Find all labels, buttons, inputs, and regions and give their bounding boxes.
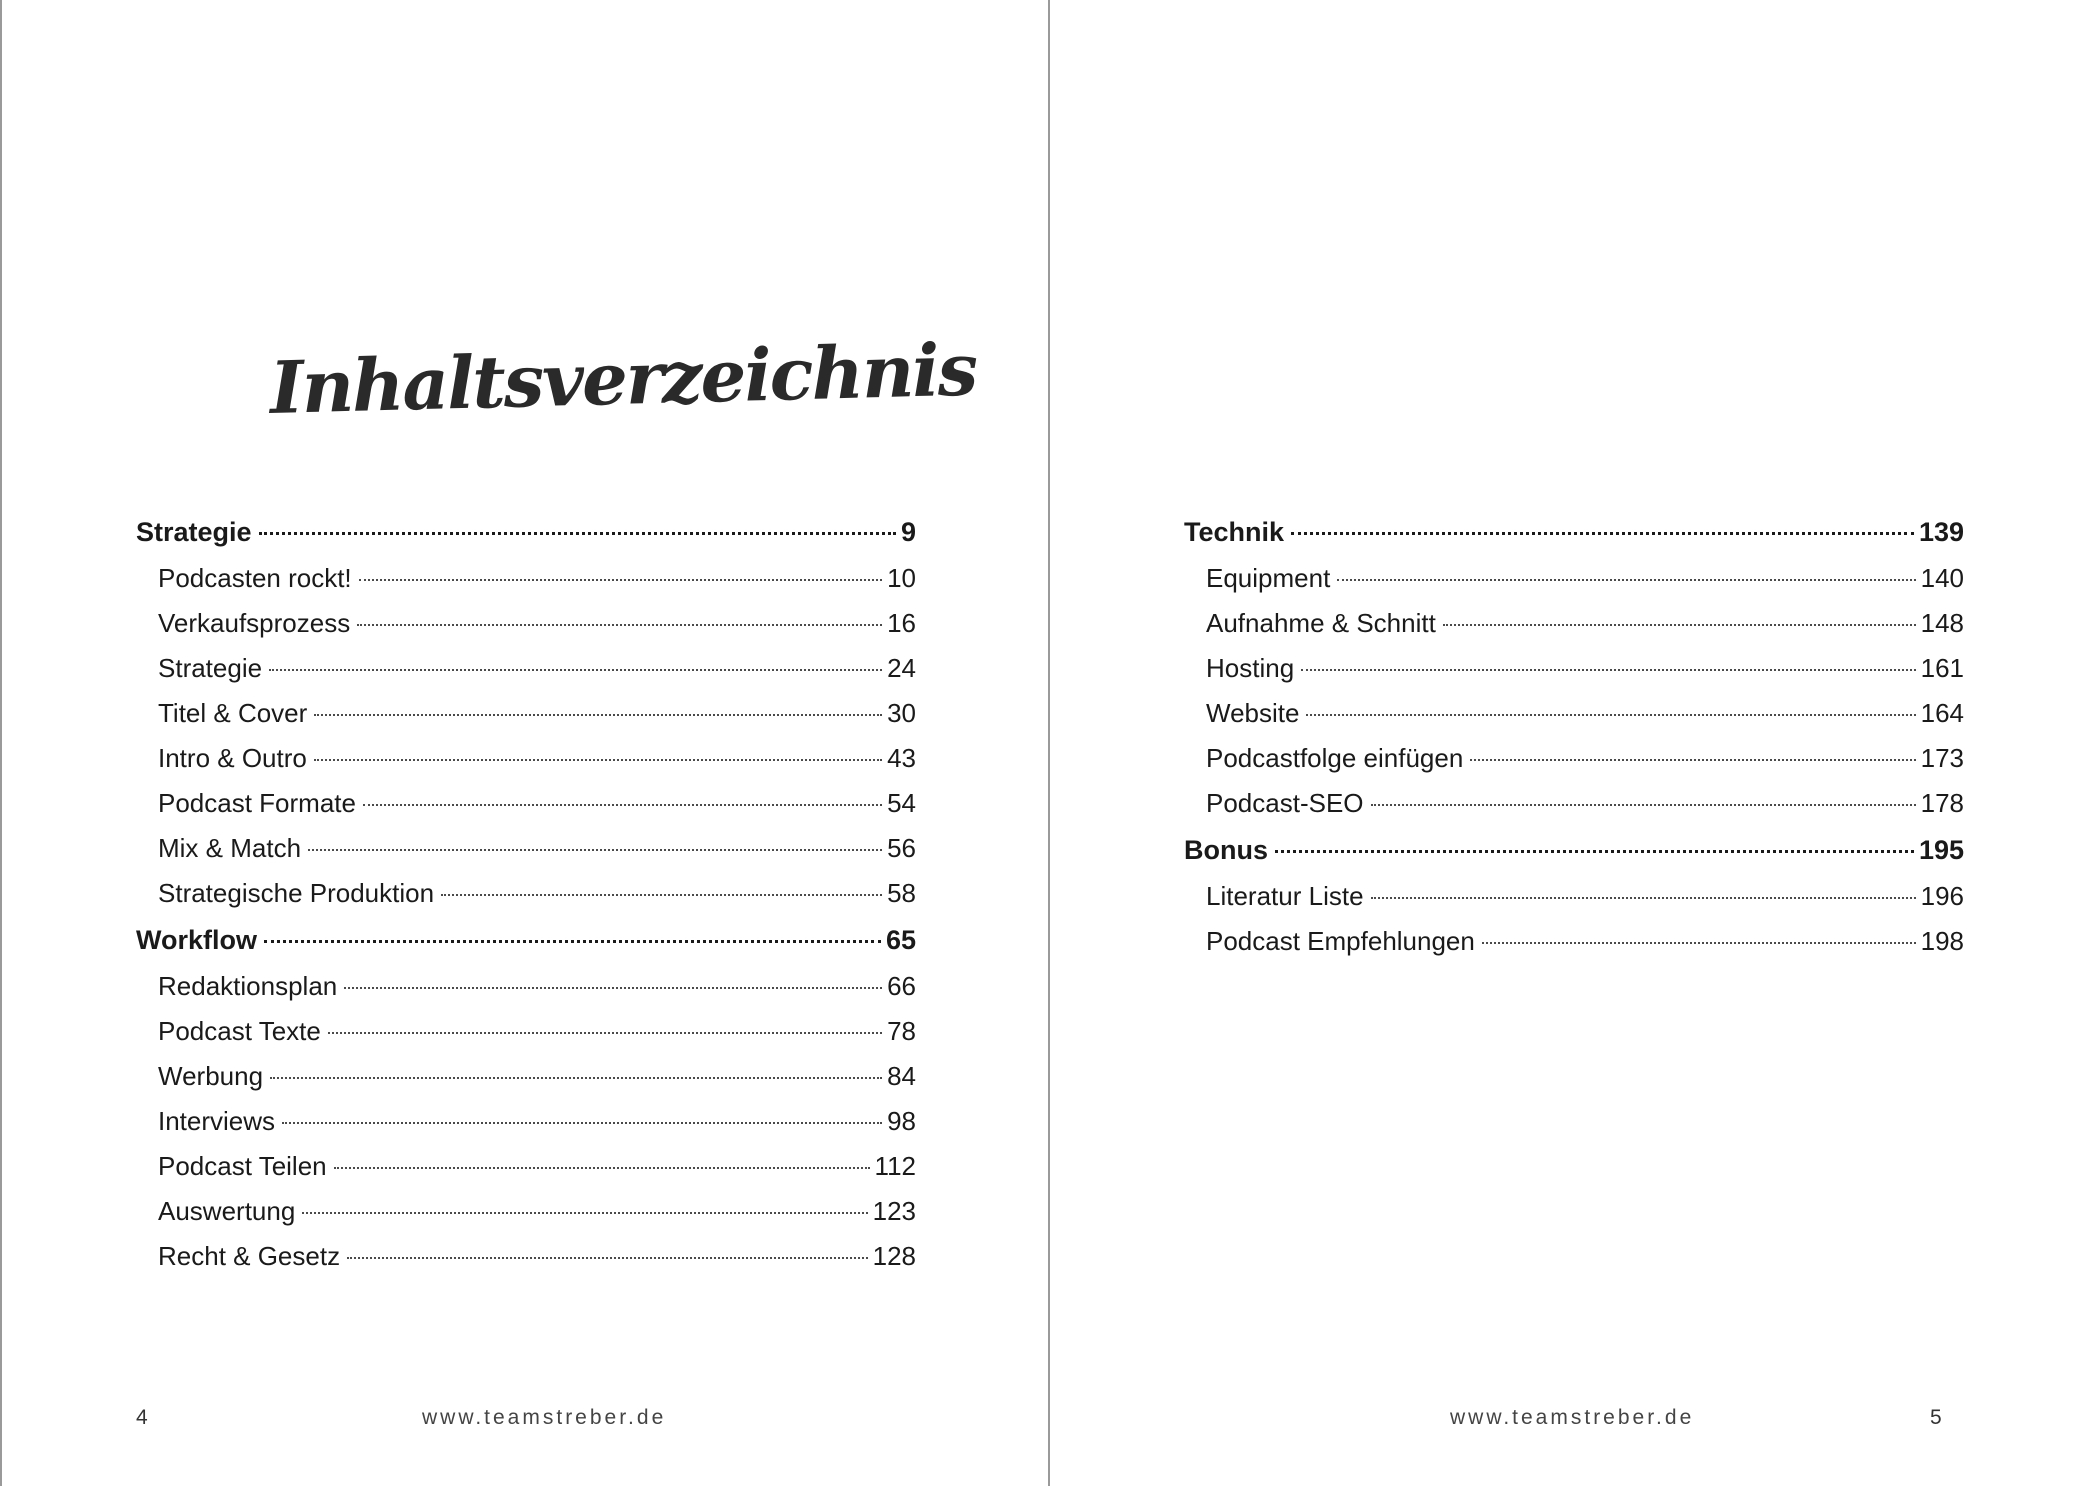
toc-entry-page: 198 <box>1920 926 1964 956</box>
toc-entry-page: 9 <box>900 517 916 547</box>
toc-entry-label: Hosting <box>1206 653 1295 683</box>
toc-entry-row <box>136 1054 916 1099</box>
toc-entry-label: Podcastfolge einfügen <box>1206 743 1464 773</box>
toc-dot-leader <box>328 1032 882 1034</box>
toc-dot-leader <box>1291 532 1914 535</box>
toc-entry-page: 123 <box>872 1196 916 1226</box>
toc-entry-row <box>136 1234 916 1279</box>
toc-dot-leader <box>363 804 882 806</box>
toc-entry-page: 139 <box>1918 517 1964 547</box>
toc-entry-label: Podcast-SEO <box>1206 788 1364 818</box>
toc-entry-page: 128 <box>872 1241 916 1271</box>
toc-entry-row <box>136 826 916 871</box>
toc-entry-page: 148 <box>1920 608 1964 638</box>
toc-entry-row <box>136 1189 916 1234</box>
toc-entry-label: Aufnahme & Schnitt <box>1206 608 1436 638</box>
toc-section-row <box>136 508 916 556</box>
toc-entry-row <box>1184 874 1964 919</box>
page-number: 5 <box>1930 1406 1942 1429</box>
toc-entry-row <box>136 646 916 691</box>
toc-dot-leader <box>1371 897 1916 899</box>
toc-entry-label: Strategie <box>158 653 263 683</box>
toc-entry-page: 30 <box>887 698 916 728</box>
toc-list-left <box>136 508 916 1279</box>
footer-url: www.teamstreber.de <box>1450 1406 1695 1429</box>
toc-dot-leader <box>1482 942 1916 944</box>
toc-entry-row <box>136 1144 916 1189</box>
toc-entry-row <box>136 871 916 916</box>
toc-section-row <box>1184 826 1964 874</box>
footer-url: www.teamstreber.de <box>422 1406 667 1429</box>
toc-list-right <box>1184 508 1964 964</box>
toc-entry-page: 173 <box>1920 743 1964 773</box>
left-page <box>2 0 1048 1486</box>
toc-entry-label: Interviews <box>158 1106 276 1136</box>
toc-entry-row <box>1184 646 1964 691</box>
toc-entry-page: 112 <box>874 1151 916 1181</box>
toc-entry-page: 56 <box>887 833 916 863</box>
toc-entry-page: 54 <box>887 788 916 818</box>
toc-entry-label: Podcast Teilen <box>158 1151 327 1181</box>
toc-dot-leader <box>308 849 882 851</box>
toc-entry-label: Podcast Texte <box>158 1016 321 1046</box>
toc-entry-page: 195 <box>1918 835 1964 865</box>
toc-entry-page: 66 <box>887 971 916 1001</box>
toc-dot-leader <box>314 714 882 716</box>
toc-dot-leader <box>302 1212 867 1214</box>
toc-entry-label: Verkaufsprozess <box>158 608 351 638</box>
toc-entry-row <box>136 1099 916 1144</box>
toc-entry-label: Titel & Cover <box>158 698 308 728</box>
toc-entry-label: Recht & Gesetz <box>158 1241 341 1271</box>
toc-dot-leader <box>269 669 882 671</box>
toc-dot-leader <box>1371 804 1916 806</box>
toc-entry-row <box>136 964 916 1009</box>
toc-entry-row <box>1184 736 1964 781</box>
toc-dot-leader <box>282 1122 882 1124</box>
toc-dot-leader <box>259 532 896 535</box>
toc-entry-row <box>1184 556 1964 601</box>
toc-entry-page: 16 <box>887 608 916 638</box>
toc-dot-leader <box>314 759 882 761</box>
toc-entry-row <box>1184 691 1964 736</box>
toc-entry-label: Podcasten rockt! <box>158 563 352 593</box>
toc-entry-page: 178 <box>1920 788 1964 818</box>
toc-entry-page: 43 <box>887 743 916 773</box>
toc-dot-leader <box>334 1167 870 1169</box>
toc-entry-label: Technik <box>1184 517 1285 547</box>
toc-entry-label: Strategische Produktion <box>158 878 435 908</box>
toc-entry-page: 98 <box>887 1106 916 1136</box>
toc-section-row <box>1184 508 1964 556</box>
toc-entry-label: Workflow <box>136 925 257 955</box>
toc-dot-leader <box>347 1257 868 1259</box>
toc-entry-label: Podcast Empfehlungen <box>1206 926 1475 956</box>
toc-dot-leader <box>264 940 881 943</box>
toc-dot-leader <box>359 579 882 581</box>
toc-entry-row <box>136 1009 916 1054</box>
toc-entry-row <box>136 556 916 601</box>
toc-entry-row <box>136 736 916 781</box>
toc-dot-leader <box>1443 624 1916 626</box>
toc-entry-page: 24 <box>887 653 916 683</box>
toc-dot-leader <box>344 987 882 989</box>
toc-dot-leader <box>270 1077 882 1079</box>
toc-entry-page: 78 <box>887 1016 916 1046</box>
toc-entry-row <box>136 781 916 826</box>
toc-entry-page: 164 <box>1920 698 1964 728</box>
toc-dot-leader <box>1306 714 1915 716</box>
toc-dot-leader <box>357 624 882 626</box>
toc-dot-leader <box>441 894 882 896</box>
toc-entry-label: Bonus <box>1184 835 1268 865</box>
right-page <box>1050 0 2098 1486</box>
toc-entry-row <box>1184 919 1964 964</box>
toc-entry-page: 140 <box>1920 563 1964 593</box>
toc-entry-label: Website <box>1206 698 1300 728</box>
toc-entry-label: Literatur Liste <box>1206 881 1364 911</box>
toc-entry-page: 65 <box>885 925 916 955</box>
toc-entry-label: Intro & Outro <box>158 743 307 773</box>
toc-entry-row <box>136 691 916 736</box>
toc-entry-page: 10 <box>887 563 916 593</box>
toc-entry-page: 58 <box>887 878 916 908</box>
toc-entry-row <box>136 601 916 646</box>
toc-entry-page: 161 <box>1920 653 1964 683</box>
toc-entry-label: Strategie <box>136 517 252 547</box>
toc-entry-label: Podcast Formate <box>158 788 356 818</box>
toc-dot-leader <box>1275 850 1914 853</box>
toc-title: Inhaltsverzeichnis <box>268 326 978 430</box>
toc-entry-row <box>1184 601 1964 646</box>
toc-dot-leader <box>1337 579 1915 581</box>
toc-entry-label: Auswertung <box>158 1196 296 1226</box>
toc-dot-leader <box>1301 669 1915 671</box>
toc-entry-label: Werbung <box>158 1061 264 1091</box>
toc-dot-leader <box>1470 759 1915 761</box>
toc-entry-label: Equipment <box>1206 563 1331 593</box>
page-number: 4 <box>136 1406 148 1429</box>
toc-entry-row <box>1184 781 1964 826</box>
toc-entry-page: 84 <box>887 1061 916 1091</box>
toc-entry-page: 196 <box>1920 881 1964 911</box>
toc-section-row <box>136 916 916 964</box>
toc-entry-label: Redaktionsplan <box>158 971 338 1001</box>
toc-entry-label: Mix & Match <box>158 833 302 863</box>
